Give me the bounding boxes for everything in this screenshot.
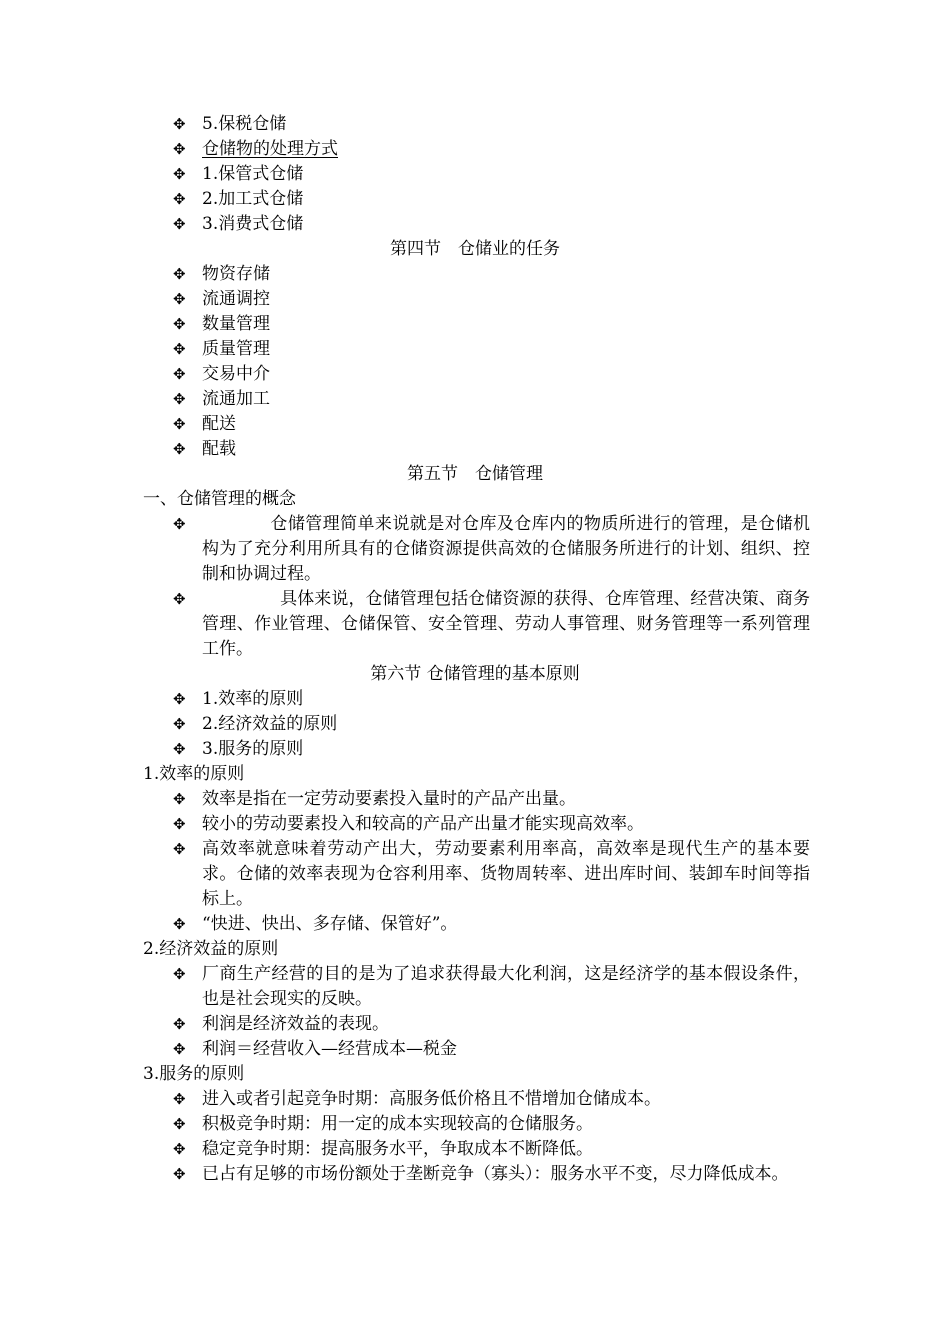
section-5-heading: 一、仓储管理的概念 — [143, 489, 296, 509]
diamond-bullet-icon: ✥ — [173, 1140, 186, 1158]
list-item-text: 质量管理 — [202, 339, 270, 359]
list-item-text: 物资存储 — [202, 264, 270, 284]
list-item-text: 数量管理 — [202, 314, 270, 334]
list-item — [173, 812, 810, 837]
document-page — [0, 112, 950, 1187]
list-item-text: 配送 — [202, 414, 236, 434]
list-item — [173, 187, 810, 212]
list-item — [173, 687, 810, 712]
diamond-bullet-icon: ✥ — [173, 1090, 186, 1108]
diamond-bullet-icon: ✥ — [173, 1015, 186, 1033]
list-item — [173, 962, 810, 1012]
list-item-text: 利润＝经营收入—经营成本—税金 — [202, 1039, 457, 1059]
paragraph-text: 仓储管理简单来说就是对仓库及仓库内的物质所进行的管理，是仓储机构为了充分利用所具有的仓储资源提供高效的仓储服务所进行的计划、组织、控制和协调过程。 — [202, 514, 810, 584]
diamond-bullet-icon: ✥ — [173, 190, 186, 208]
list-item-text: 流通调控 — [202, 289, 270, 309]
list-item — [173, 112, 810, 137]
list-item — [173, 1137, 810, 1162]
diamond-bullet-icon: ✥ — [173, 690, 186, 708]
list-item — [173, 287, 810, 312]
diamond-bullet-icon: ✥ — [173, 290, 186, 308]
list-item-text: 交易中介 — [202, 364, 270, 384]
diamond-bullet-icon: ✥ — [173, 590, 186, 608]
list-item-text: 已占有足够的市场份额处于垄断竞争（寡头）：服务水平不变，尽力降低成本。 — [202, 1164, 789, 1184]
diamond-bullet-icon: ✥ — [173, 340, 186, 358]
list-item — [173, 387, 810, 412]
list-item — [173, 337, 810, 362]
list-item — [173, 787, 810, 812]
list-item — [173, 1162, 810, 1187]
list-item-text: 2.加工式仓储 — [202, 189, 304, 209]
list-item — [173, 737, 810, 762]
diamond-bullet-icon: ✥ — [173, 140, 186, 158]
list-item-text: 高效率就意味着劳动产出大，劳动要素利用率高，高效率是现代生产的基本要求。仓储的效率表现为仓容利用率、货物周转率、进出库时间、装卸车时间等指标上。 — [202, 839, 810, 909]
list-item-text: 配载 — [202, 439, 236, 459]
list-item — [173, 262, 810, 287]
diamond-bullet-icon: ✥ — [173, 415, 186, 433]
diamond-bullet-icon: ✥ — [173, 915, 186, 933]
diamond-bullet-icon: ✥ — [173, 1115, 186, 1133]
list-item — [173, 1037, 810, 1062]
list-item-text: 较小的劳动要素投入和较高的产品产出量才能实现高效率。 — [202, 814, 644, 834]
diamond-bullet-icon: ✥ — [173, 515, 186, 533]
diamond-bullet-icon: ✥ — [173, 440, 186, 458]
list-item — [173, 712, 810, 737]
list-item — [173, 412, 810, 437]
list-item-text: 厂商生产经营的目的是为了追求获得最大化利润，这是经济学的基本假设条件，也是社会现实的反映。 — [202, 964, 810, 1009]
paragraph-item — [173, 512, 810, 587]
diamond-bullet-icon: ✥ — [173, 715, 186, 733]
list-item-text: 1.保管式仓储 — [202, 164, 304, 184]
efficiency-heading: 1.效率的原则 — [143, 764, 245, 784]
list-item — [173, 1087, 810, 1112]
diamond-bullet-icon: ✥ — [173, 390, 186, 408]
diamond-bullet-icon: ✥ — [173, 315, 186, 333]
diamond-bullet-icon: ✥ — [173, 115, 186, 133]
paragraph-item — [173, 587, 810, 662]
diamond-bullet-icon: ✥ — [173, 740, 186, 758]
list-item-text: 进入或者引起竞争时期：高服务低价格且不惜增加仓储成本。 — [202, 1089, 661, 1109]
list-item — [173, 837, 810, 912]
list-item — [173, 212, 810, 237]
list-item-text: 5.保税仓储 — [202, 114, 287, 134]
diamond-bullet-icon: ✥ — [173, 365, 186, 383]
list-item — [173, 137, 810, 162]
section-5-title: 第五节 仓储管理 — [407, 464, 543, 484]
list-item — [173, 437, 810, 462]
diamond-bullet-icon: ✥ — [173, 265, 186, 283]
diamond-bullet-icon: ✥ — [173, 840, 186, 858]
list-item-text: “快进、快出、多存储、保管好”。 — [202, 914, 458, 934]
section-6-title: 第六节 仓储管理的基本原则 — [370, 664, 580, 684]
economic-heading: 2.经济效益的原则 — [143, 939, 279, 959]
list-item-text: 1.效率的原则 — [202, 689, 304, 709]
list-item — [173, 362, 810, 387]
list-item-text: 3.服务的原则 — [202, 739, 304, 759]
list-item — [173, 312, 810, 337]
list-item-text: 流通加工 — [202, 389, 270, 409]
list-item — [173, 912, 810, 937]
list-item-text: 2.经济效益的原则 — [202, 714, 338, 734]
list-item — [173, 162, 810, 187]
diamond-bullet-icon: ✥ — [173, 165, 186, 183]
diamond-bullet-icon: ✥ — [173, 790, 186, 808]
list-item — [173, 1012, 810, 1037]
diamond-bullet-icon: ✥ — [173, 1040, 186, 1058]
underlined-item-text: 仓储物的处理方式 — [202, 139, 338, 159]
diamond-bullet-icon: ✥ — [173, 965, 186, 983]
diamond-bullet-icon: ✥ — [173, 1165, 186, 1183]
list-item-text: 积极竞争时期：用一定的成本实现较高的仓储服务。 — [202, 1114, 593, 1134]
service-heading: 3.服务的原则 — [143, 1064, 245, 1084]
list-item-text: 利润是经济效益的表现。 — [202, 1014, 389, 1034]
list-item — [173, 1112, 810, 1137]
section-4-title: 第四节 仓储业的任务 — [390, 239, 560, 259]
paragraph-text: 具体来说，仓储管理包括仓储资源的获得、仓库管理、经营决策、商务管理、作业管理、仓储保管、安全管理、劳动人事管理、财务管理等一系列管理工作。 — [202, 589, 810, 659]
list-item-text: 效率是指在一定劳动要素投入量时的产品产出量。 — [202, 789, 576, 809]
list-item-text: 3.消费式仓储 — [202, 214, 304, 234]
diamond-bullet-icon: ✥ — [173, 815, 186, 833]
diamond-bullet-icon: ✥ — [173, 215, 186, 233]
list-item-text: 稳定竞争时期：提高服务水平，争取成本不断降低。 — [202, 1139, 593, 1159]
